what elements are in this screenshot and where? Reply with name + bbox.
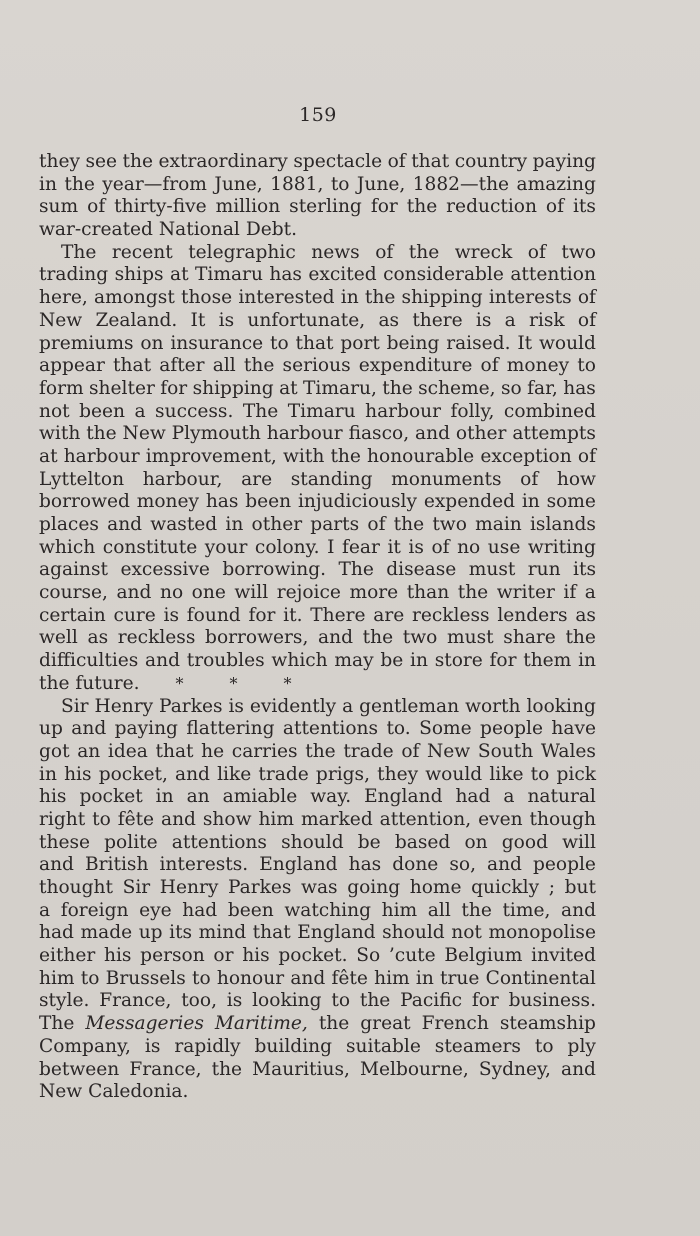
text-line: well as reckless borrowers, and the two must share the [39,627,596,649]
text-line: war-created National Debt. [39,219,298,241]
text-line: right to fête and show him marked attention, even though [39,808,596,830]
text-line: in his pocket, and like trade prigs, they would like to pick [39,763,596,785]
text-line: difficulties and troubles which may be in store for them in [39,650,596,672]
text-line: sum of thirty-five million sterling for the reduction of its [39,196,596,218]
text-line: had made up its mind that England should not monopolise [39,922,596,944]
text-line: thought Sir Henry Parkes was going home quickly ; but [39,877,596,898]
text-line: The Messageries Maritime, the great French steamship [39,1013,596,1035]
text-line: course, and no one will rejoice more than the writer if a [39,582,596,604]
text-line: the future. * * * [39,673,596,696]
text-line: either his person or his pocket. So ’cute Belgium invited [39,945,596,967]
text-line: in the year—from June, 1881, to June, 1882—the amazing [39,173,596,195]
text-line: New Zealand. It is unfortunate, as there is a risk of [39,309,596,331]
text-line: form shelter for shipping at Timaru, the scheme, so far, has [39,377,596,399]
text-line: his pocket in an amiable way. England had a natural [39,786,596,808]
section-break-asterisks: * * * [175,673,292,693]
body-text [39,151,596,1104]
text-line: places and wasted in other parts of the two main islands [39,514,596,535]
text-line: New Caledonia. [39,1081,189,1103]
text-line: got an idea that he carries the trade of New South Wales [39,740,596,762]
text-line: they see the extraordinary spectacle of that country paying [39,151,596,172]
text-line: Lyttelton harbour, are standing monuments of how [39,468,596,490]
text-line: and British interests. England has done so, and people [39,854,596,876]
text-line: him to Brussels to honour and fête him in true Continental [39,967,596,989]
page-number: 159 [299,104,337,126]
text-line: against excessive borrowing. The disease must run its [39,559,596,581]
text-line: style. France, too, is looking to the Pacific for business. [39,990,596,1012]
text-line: certain cure is found for it. There are reckless lenders as [39,604,596,626]
text-line: borrowed money has been injudiciously expended in some [39,491,596,513]
text-line: The recent telegraphic news of the wreck of two [61,241,596,263]
text-line: premiums on insurance to that port being raised. It would [39,332,596,354]
text-line: appear that after all the serious expenditure of money to [39,355,596,377]
text-line: not been a success. The Timaru harbour folly, combined [39,400,596,422]
text-line: a foreign eye had been watching him all the time, and [39,899,596,921]
text-line: between France, the Mauritius, Melbourne, Sydney, and [39,1058,596,1080]
text-line: here, amongst those interested in the shipping interests of [39,287,596,309]
text-line: which constitute your colony. I fear it is of no use writing [39,536,596,558]
text-line: these polite attentions should be based on good will [39,831,596,853]
text-line: with the New Plymouth harbour fiasco, and other attempts [39,423,596,445]
text-line: Sir Henry Parkes is evidently a gentleman worth looking [61,695,596,717]
text-line: trading ships at Timaru has excited considerable attention [39,264,596,286]
text-line: at harbour improvement, with the honourable exception of [39,445,596,467]
text-line: Company, is rapidly building suitable steamers to ply [39,1035,596,1057]
text-line: up and paying flattering attentions to. Some people have [39,718,596,740]
